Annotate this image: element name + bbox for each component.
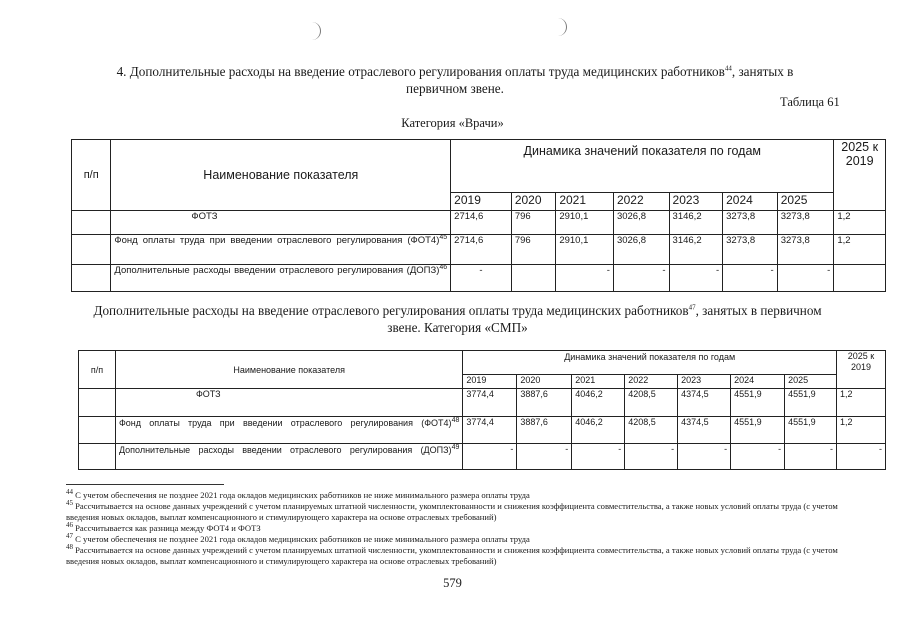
value-cell: -	[517, 444, 572, 470]
table-row	[72, 235, 886, 265]
value-cell: 3146,2	[669, 211, 723, 235]
scan-mark-right	[556, 18, 567, 36]
year-cell: 2022	[625, 375, 678, 389]
table-row	[72, 211, 886, 235]
year-cell: 2019	[463, 375, 517, 389]
value-cell: 4551,9	[731, 389, 785, 417]
section2-heading-tail: , занятых в первичном	[695, 303, 822, 318]
footnote	[66, 490, 856, 501]
footnote-text: С учетом обеспечения не позднее 2021 года окладов медицинских работников не ниже минимального размера оплаты труда	[75, 534, 530, 544]
value-cell: 4374,5	[678, 389, 731, 417]
table-row	[79, 389, 886, 417]
section2-heading-text: Дополнительные расходы на введение отраслевого регулирования оплаты труда медицинских работников	[93, 303, 689, 318]
year-cell: 2021	[572, 375, 625, 389]
footnote-ref: 47	[688, 303, 696, 312]
year-cell: 2024	[723, 193, 778, 211]
col-ratio-header: 2025 к 2019	[837, 351, 886, 389]
table-doctors	[71, 139, 886, 292]
page-number: 579	[443, 576, 462, 590]
year-cell: 2025	[777, 193, 834, 211]
table-header-row	[79, 351, 886, 375]
value-cell: 3026,8	[613, 235, 669, 265]
section-heading-tail: , занятых в	[731, 64, 794, 79]
footnote-num: 44	[66, 488, 73, 497]
row-label-text: Фонд оплаты труда при введении отраслевого регулирования (ФОТ4)	[114, 235, 440, 246]
row-num	[72, 265, 111, 292]
year-cell: 2020	[517, 375, 572, 389]
footnote-num: 45	[66, 499, 73, 508]
footnote-num: 46	[66, 521, 73, 530]
section2-heading-line2: звене. Категория «СМП»	[387, 320, 528, 335]
scan-mark-left	[310, 22, 321, 40]
value-cell: 3026,8	[613, 211, 669, 235]
value-cell: -	[669, 265, 723, 292]
value-cell: 4208,5	[625, 417, 678, 444]
value-cell: -	[625, 444, 678, 470]
value-cell: 3273,8	[777, 235, 834, 265]
year-cell: 2022	[613, 193, 669, 211]
row-label	[111, 265, 451, 292]
value-cell: 3774,4	[463, 417, 517, 444]
value-cell: 4208,5	[625, 389, 678, 417]
value-cell: 796	[511, 211, 555, 235]
footnote-num: 48	[66, 543, 73, 552]
col-name-header: Наименование показателя	[115, 351, 462, 389]
table-header-row	[72, 140, 886, 193]
ratio-cell: 1,2	[837, 417, 886, 444]
col-dynamics-header: Динамика значений показателя по годам	[451, 140, 834, 193]
section2-heading	[60, 302, 855, 336]
year-cell: 2023	[669, 193, 723, 211]
value-cell: 4046,2	[572, 417, 625, 444]
year-cell: 2021	[556, 193, 614, 211]
footnote	[66, 534, 856, 545]
section-heading	[70, 63, 840, 97]
row-label-text: Дополнительные расходы введении отраслевого регулирования (ДОПЗ)	[118, 445, 452, 455]
footnote-text: Рассчитывается на основе данных учреждений с учетом планируемых штатной численности, укомплектованности и снижения коэффициента совместительства, а также новых условий оплаты труда (с учетом введения новых окладов, выплат компенсационного и стимулирующего характера на основе отраслевых требований)	[66, 545, 838, 566]
footnote-text: С учетом обеспечения не позднее 2021 года окладов медицинских работников не ниже минимального размера оплаты труда	[75, 490, 530, 500]
value-cell: -	[678, 444, 731, 470]
ratio-cell	[834, 265, 886, 292]
value-cell: 796	[511, 235, 555, 265]
row-label-text: Фонд оплаты труда при введении отраслевого регулирования (ФОТ4)	[118, 418, 452, 428]
row-label	[115, 444, 462, 470]
ratio-cell: 1,2	[834, 211, 886, 235]
footnote-ref: 49	[451, 444, 460, 451]
footnotes	[66, 490, 856, 567]
footnote	[66, 501, 856, 523]
value-cell: 2714,6	[451, 235, 512, 265]
ratio-cell: 1,2	[837, 389, 886, 417]
value-cell: 4551,9	[785, 389, 837, 417]
footnote	[66, 523, 856, 534]
value-cell: 2910,1	[556, 235, 614, 265]
section-heading-line1	[70, 63, 840, 80]
footnote-text: Рассчитывается как разница между ФОТ4 и ФОТЗ	[75, 523, 261, 533]
year-cell: 2025	[785, 375, 837, 389]
value-cell: -	[463, 444, 517, 470]
year-cell: 2020	[511, 193, 555, 211]
row-num	[79, 389, 116, 417]
footnote-text: Рассчитывается на основе данных учреждений с учетом планируемых штатной численности, укомплектованности и снижения коэффициента совместительства, а также новых условий оплаты труда (с учетом введения новых окладов, выплат компенсационного и стимулирующего характера на основе отраслевых требований)	[66, 501, 838, 522]
row-label: ФОТЗ	[115, 389, 462, 417]
footnote-ref: 45	[439, 233, 448, 241]
value-cell: 3774,4	[463, 389, 517, 417]
value-cell: 3273,8	[777, 211, 834, 235]
section2-heading-line1	[60, 302, 855, 319]
col-dynamics-header: Динамика значений показателя по годам	[463, 351, 837, 375]
value-cell: 2714,6	[451, 211, 512, 235]
row-num	[79, 417, 116, 444]
row-num	[72, 235, 111, 265]
section-heading-line2: первичном звене.	[406, 81, 504, 96]
value-cell: -	[723, 265, 778, 292]
value-cell: 3146,2	[669, 235, 723, 265]
value-cell: 4551,9	[731, 417, 785, 444]
ratio-cell: 1,2	[834, 235, 886, 265]
col-name-header: Наименование показателя	[111, 140, 451, 211]
value-cell: -	[731, 444, 785, 470]
value-cell: 4374,5	[678, 417, 731, 444]
footnote-ref: 46	[439, 263, 448, 271]
value-cell: 4046,2	[572, 389, 625, 417]
col-num-header: п/п	[79, 351, 116, 389]
value-cell: -	[785, 444, 837, 470]
value-cell: -	[556, 265, 614, 292]
row-num	[79, 444, 116, 470]
footnote-ref: 48	[451, 417, 460, 424]
col-num-header: п/п	[72, 140, 111, 211]
value-cell: 3887,6	[517, 417, 572, 444]
table-row	[79, 444, 886, 470]
table-row	[72, 265, 886, 292]
value-cell	[511, 265, 555, 292]
value-cell: 3273,8	[723, 235, 778, 265]
row-label	[111, 235, 451, 265]
footnote	[66, 545, 856, 567]
row-label	[115, 417, 462, 444]
value-cell: -	[451, 265, 512, 292]
value-cell: -	[613, 265, 669, 292]
row-label-text: Дополнительные расходы введении отраслевого регулирования (ДОПЗ)	[114, 265, 440, 276]
value-cell: -	[572, 444, 625, 470]
year-cell: 2023	[678, 375, 731, 389]
year-cell: 2024	[731, 375, 785, 389]
table-number-label: Таблица 61	[780, 95, 840, 109]
table-row	[79, 417, 886, 444]
row-num	[72, 211, 111, 235]
value-cell: 2910,1	[556, 211, 614, 235]
value-cell: 3887,6	[517, 389, 572, 417]
row-label: ФОТЗ	[111, 211, 451, 235]
ratio-cell: -	[837, 444, 886, 470]
value-cell: 4551,9	[785, 417, 837, 444]
category-title: Категория «Врачи»	[401, 116, 504, 130]
footnote-ref: 44	[724, 64, 732, 73]
table-smp	[78, 350, 886, 470]
col-ratio-header: 2025 к 2019	[834, 140, 886, 211]
value-cell: -	[777, 265, 834, 292]
year-cell: 2019	[451, 193, 512, 211]
value-cell: 3273,8	[723, 211, 778, 235]
footnote-rule	[66, 484, 224, 485]
section-heading-text: 4. Дополнительные расходы на введение отраслевого регулирования оплаты труда медицинских работников	[116, 64, 725, 79]
footnote-num: 47	[66, 532, 73, 541]
